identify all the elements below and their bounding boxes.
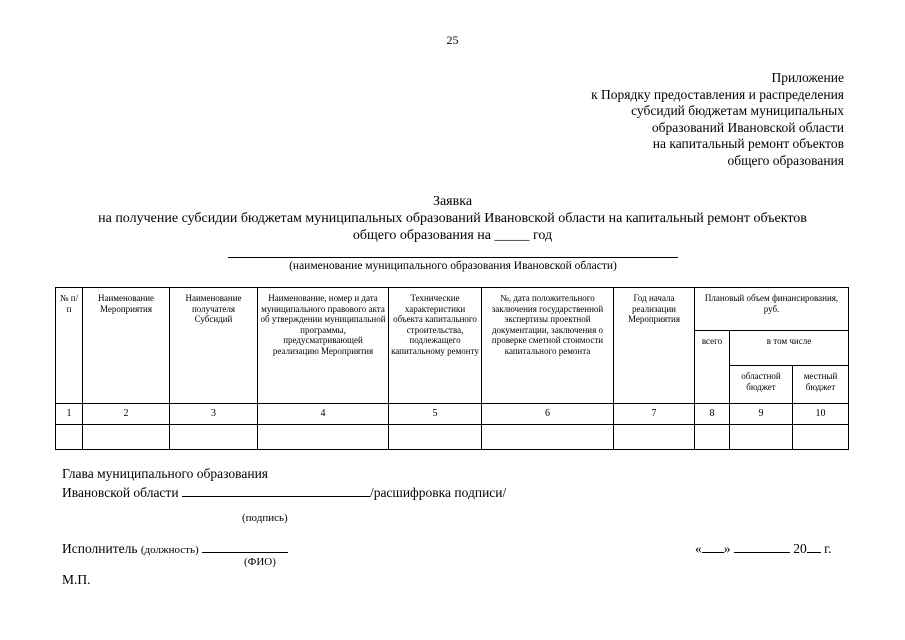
column-number: 6 xyxy=(482,404,614,425)
header-num: № п/п xyxy=(56,288,83,404)
date-quote-open: « xyxy=(695,541,702,556)
date-quote-close: » xyxy=(723,541,731,556)
header-start-year: Год начала реализации Мероприятия xyxy=(614,288,695,404)
appendix-line: образований Ивановской области xyxy=(651,119,844,135)
stamp-label: М.П. xyxy=(62,572,91,587)
executor-line xyxy=(62,540,288,557)
appendix-line: общего образования xyxy=(727,152,844,168)
appendix-line: Приложение xyxy=(771,70,844,85)
appendix-line: на капитальный ремонт объектов xyxy=(652,136,844,151)
column-number: 7 xyxy=(614,404,695,425)
month-blank xyxy=(734,540,790,553)
fio-caption: (ФИО) xyxy=(244,556,276,568)
title-heading: Заявка xyxy=(432,194,473,209)
head-signature-line xyxy=(62,484,506,501)
appendix-line: субсидий бюджетам муниципальных xyxy=(631,103,844,118)
empty-cell xyxy=(730,425,793,450)
column-number: 8 xyxy=(695,404,730,425)
column-number: 10 xyxy=(793,404,849,425)
column-number: 3 xyxy=(170,404,258,425)
executor-label: Исполнитель xyxy=(62,541,138,556)
header-including: в том числе xyxy=(730,331,849,366)
year-blank xyxy=(807,540,821,553)
head-title-line: Глава муниципального образования xyxy=(62,466,269,481)
signature-blank xyxy=(182,484,370,497)
column-number: 4 xyxy=(258,404,389,425)
appendix-block xyxy=(591,70,844,169)
position-label: (должность) xyxy=(140,544,199,556)
municipality-name-line xyxy=(228,257,678,258)
signature-caption: (подпись) xyxy=(242,512,288,524)
document-title xyxy=(40,193,865,244)
header-regional-budget: областной бюджет xyxy=(730,366,793,404)
column-number: 9 xyxy=(730,404,793,425)
header-recipient: Наименование получателя Субсидий xyxy=(170,288,258,404)
empty-cell xyxy=(83,425,170,450)
column-number: 5 xyxy=(389,404,482,425)
head-region-label: Ивановской области xyxy=(62,485,179,500)
table-row xyxy=(56,425,849,450)
empty-cell xyxy=(170,425,258,450)
position-blank xyxy=(202,540,288,553)
date-suffix: г. xyxy=(824,541,832,556)
empty-cell xyxy=(482,425,614,450)
page-number: 25 xyxy=(446,33,459,47)
date-year-prefix: 20 xyxy=(793,541,807,556)
header-legal-act: Наименование, номер и дата муниципального правового акта об утверждении муниципальной программы, предусматривающей реализацию Мероприятия xyxy=(258,288,389,404)
empty-cell xyxy=(614,425,695,450)
application-table xyxy=(55,287,849,450)
column-number: 1 xyxy=(56,404,83,425)
header-event-name: Наименование Мероприятия xyxy=(83,288,170,404)
header-expertise: №, дата положительного заключения государственной экспертизы проектной документации, заключения о проверке сметной стоимости капитального ремонта xyxy=(482,288,614,404)
empty-cell xyxy=(695,425,730,450)
day-blank xyxy=(702,540,724,553)
header-local-budget: местный бюджет xyxy=(793,366,849,404)
header-total: всего xyxy=(695,331,730,404)
column-number: 2 xyxy=(83,404,170,425)
signature-decoding: /расшифровка подписи/ xyxy=(369,485,507,500)
header-technical: Технические характеристики объекта капитального строительства, подлежащего капитальному ремонту xyxy=(389,288,482,404)
date-line xyxy=(695,540,832,557)
header-funding: Плановый объем финансирования, руб. xyxy=(695,288,849,331)
appendix-line: к Порядку предоставления и распределения xyxy=(591,86,844,102)
title-line-1: на получение субсидии бюджетам муниципальных образований Ивановской области на капитальный ремонт объектов xyxy=(98,211,807,226)
municipality-caption: (наименование муниципального образования Ивановской области) xyxy=(289,260,617,272)
title-line-2: общего образования на _____ год xyxy=(352,228,553,243)
empty-cell xyxy=(258,425,389,450)
empty-cell xyxy=(793,425,849,450)
empty-cell xyxy=(389,425,482,450)
empty-cell xyxy=(56,425,83,450)
